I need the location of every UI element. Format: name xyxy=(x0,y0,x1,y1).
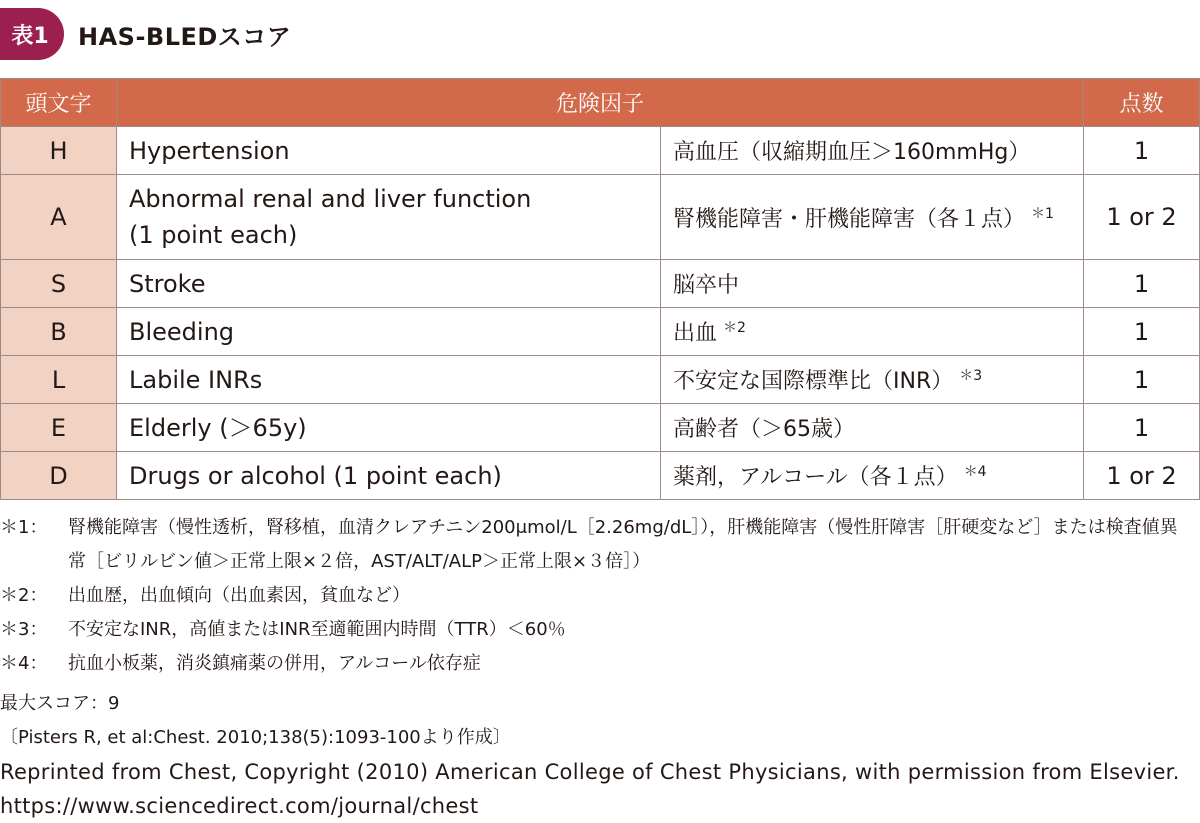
table-row xyxy=(1,404,1200,452)
row-points: 1 xyxy=(1084,127,1200,175)
row-letter: D xyxy=(1,452,117,500)
row-factor-ja-text: 高齢者（＞65歳） xyxy=(673,417,855,442)
row-letter: B xyxy=(1,308,117,356)
row-factor-ja xyxy=(661,308,1084,356)
footnote-mark: ＊4： xyxy=(0,653,48,674)
footnote-mark: ＊3： xyxy=(0,619,48,640)
table-title-text: HAS-BLEDスコア xyxy=(78,22,292,51)
table-row xyxy=(1,175,1200,260)
row-factor-ja xyxy=(661,356,1084,404)
table-row xyxy=(1,308,1200,356)
footnote-ref: ＊1 xyxy=(1031,205,1054,222)
row-letter: S xyxy=(1,260,117,308)
row-factor-ja xyxy=(661,260,1084,308)
table-row xyxy=(1,127,1200,175)
row-factor-ja-text: 不安定な国際標準比（INR） xyxy=(673,369,954,394)
footnote-text: 抗血小板薬，消炎鎮痛薬の併用，アルコール依存症 xyxy=(68,653,481,674)
footnote-mark: ＊2： xyxy=(0,585,48,606)
row-factor-en xyxy=(117,175,661,260)
row-factor-ja xyxy=(661,175,1084,260)
row-points: 1 xyxy=(1084,356,1200,404)
row-points: 1 xyxy=(1084,308,1200,356)
row-factor-en: Labile INRs xyxy=(117,356,661,404)
table-row xyxy=(1,356,1200,404)
row-letter: A xyxy=(1,175,117,260)
journal-url: https://www.sciencedirect.com/journal/chest xyxy=(0,794,479,818)
row-points: 1 or 2 xyxy=(1084,175,1200,260)
footnote-ref: ＊4 xyxy=(963,464,987,480)
footnote-4 xyxy=(0,647,1200,681)
row-factor-ja-text: 高血圧（収縮期血圧＞160mmHg） xyxy=(673,140,1031,165)
header-factor: 危険因子 xyxy=(117,79,1084,127)
row-factor-ja xyxy=(661,404,1084,452)
footnote-text: 不安定なINR，高値またはINR至適範囲内時間（TTR）＜60％ xyxy=(68,619,566,640)
footnote-text: 出血歴，出血傾向（出血素因，貧血など） xyxy=(68,585,410,606)
table-header-row xyxy=(1,79,1200,127)
footnote-ref: ＊3 xyxy=(959,368,983,384)
footnotes xyxy=(0,511,1200,823)
row-factor-ja-text: 脳卒中 xyxy=(673,273,740,298)
row-factor-en: Stroke xyxy=(117,260,661,308)
footnote-1 xyxy=(0,511,1200,579)
table-title xyxy=(0,8,291,60)
header-points: 点数 xyxy=(1084,79,1200,127)
row-points: 1 or 2 xyxy=(1084,452,1200,500)
row-factor-en-line1: Abnormal renal and liver function xyxy=(129,185,532,213)
table-row xyxy=(1,452,1200,500)
row-factor-en-line2: (1 point each) xyxy=(129,221,298,249)
row-letter: H xyxy=(1,127,117,175)
footnote-ref: ＊2 xyxy=(723,320,746,336)
row-letter: E xyxy=(1,404,117,452)
footnote-mark: ＊1： xyxy=(0,517,48,538)
row-factor-ja-text: 腎機能障害・肝機能障害（各１点） xyxy=(673,206,1026,232)
row-factor-ja xyxy=(661,127,1084,175)
footnote-text: 腎機能障害（慢性透析，腎移植，血清クレアチニン200μmol/L［2.26mg/dL］），肝機能障害（慢性肝障害［肝硬変など］または検査値異常［ビリルビン値＞正常上限×２倍，AST/ALT/ALP＞正常上限×３倍］） xyxy=(68,517,1178,572)
row-letter: L xyxy=(1,356,117,404)
row-factor-ja xyxy=(661,452,1084,500)
row-factor-en: Elderly (＞65y) xyxy=(117,404,661,452)
row-factor-en: Hypertension xyxy=(117,127,661,175)
footnote-3 xyxy=(0,613,1200,647)
row-factor-ja-text: 出血 xyxy=(673,321,718,346)
table-row xyxy=(1,260,1200,308)
source-citation: 〔Pisters R, et al:Chest. 2010;138(5):1093-100より作成〕 xyxy=(0,727,511,748)
reprint-notice: Reprinted from Chest, Copyright (2010) American College of Chest Physicians, with permission from Elsevier. xyxy=(0,760,1180,784)
row-factor-en: Drugs or alcohol (1 point each) xyxy=(117,452,661,500)
table-number-badge: 表1 xyxy=(0,8,64,60)
header-letter: 頭文字 xyxy=(1,79,117,127)
max-score: 最大スコア：9 xyxy=(0,693,120,714)
row-points: 1 xyxy=(1084,404,1200,452)
has-bled-table xyxy=(0,78,1200,500)
row-factor-en: Bleeding xyxy=(117,308,661,356)
row-points: 1 xyxy=(1084,260,1200,308)
row-factor-ja-text: 薬剤，アルコール（各１点） xyxy=(673,465,958,490)
footnote-2 xyxy=(0,579,1200,613)
